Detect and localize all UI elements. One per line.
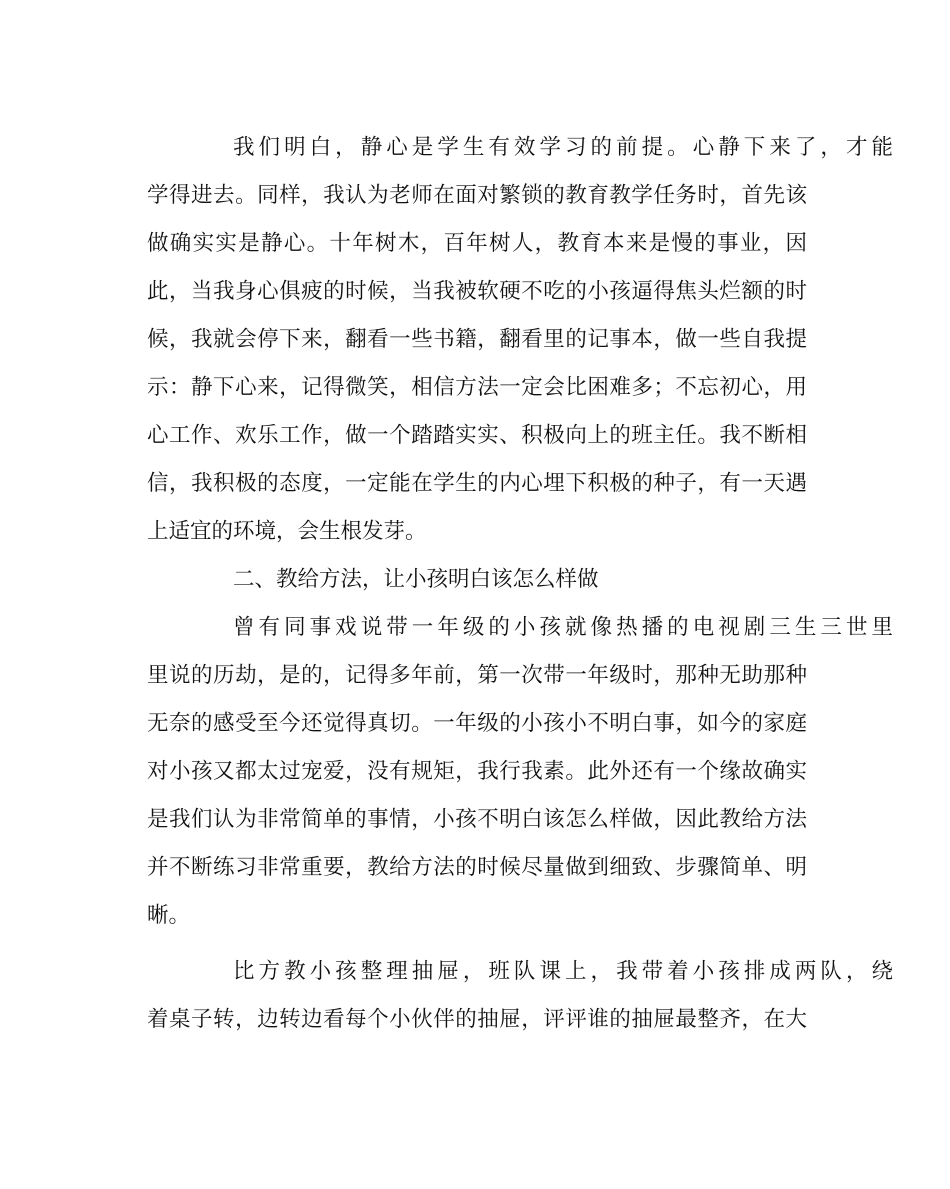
paragraph-1-line-1: 我们明白，静心是学生有效学习的前提。心静下来了，才能 [233, 135, 893, 160]
paragraph-1-line-9: 上适宜的环境，会生根发芽。 [147, 519, 427, 544]
paragraph-1-line-7: 心工作、欢乐工作，做一个踏踏实实、积极向上的班主任。我不断相 [147, 423, 807, 448]
paragraph-1-line-2: 学得进去。同样，我认为老师在面对繁锁的教育教学任务时，首先该 [147, 183, 807, 208]
paragraph-1-line-3: 做确实实是静心。十年树木，百年树人，教育本来是慢的事业，因 [147, 231, 807, 256]
paragraph-3-line-1: 比方教小孩整理抽屉，班队课上，我带着小孩排成两队，绕 [233, 959, 893, 984]
paragraph-1-line-4: 此，当我身心俱疲的时候，当我被软硬不吃的小孩逼得焦头烂额的时 [147, 279, 807, 304]
paragraph-1-line-5: 候，我就会停下来，翻看一些书籍，翻看里的记事本，做一些自我提 [147, 327, 807, 352]
paragraph-2-line-6: 并不断练习非常重要，教给方法的时候尽量做到细致、步骤简单、明 [147, 855, 807, 880]
paragraph-1-line-6: 示：静下心来，记得微笑，相信方法一定会比困难多；不忘初心，用 [147, 375, 807, 400]
paragraph-2-line-2: 里说的历劫，是的，记得多年前，第一次带一年级时，那种无助那种 [147, 663, 807, 688]
paragraph-2-line-5: 是我们认为非常简单的事情，小孩不明白该怎么样做，因此教给方法 [147, 807, 807, 832]
paragraph-2-line-4: 对小孩又都太过宠爱，没有规矩，我行我素。此外还有一个缘故确实 [147, 759, 807, 784]
section-heading: 二、教给方法，让小孩明白该怎么样做 [233, 567, 599, 592]
paragraph-2-line-3: 无奈的感受至今还觉得真切。一年级的小孩小不明白事，如今的家庭 [147, 711, 807, 736]
paragraph-1-line-8: 信，我积极的态度，一定能在学生的内心埋下积极的种子，有一天遇 [147, 471, 807, 496]
paragraph-2-line-7: 晰。 [147, 903, 191, 928]
paragraph-2-line-1: 曾有同事戏说带一年级的小孩就像热播的电视剧三生三世里 [233, 615, 893, 640]
paragraph-3-line-2: 着桌子转，边转边看每个小伙伴的抽屉，评评谁的抽屉最整齐，在大 [147, 1007, 807, 1032]
